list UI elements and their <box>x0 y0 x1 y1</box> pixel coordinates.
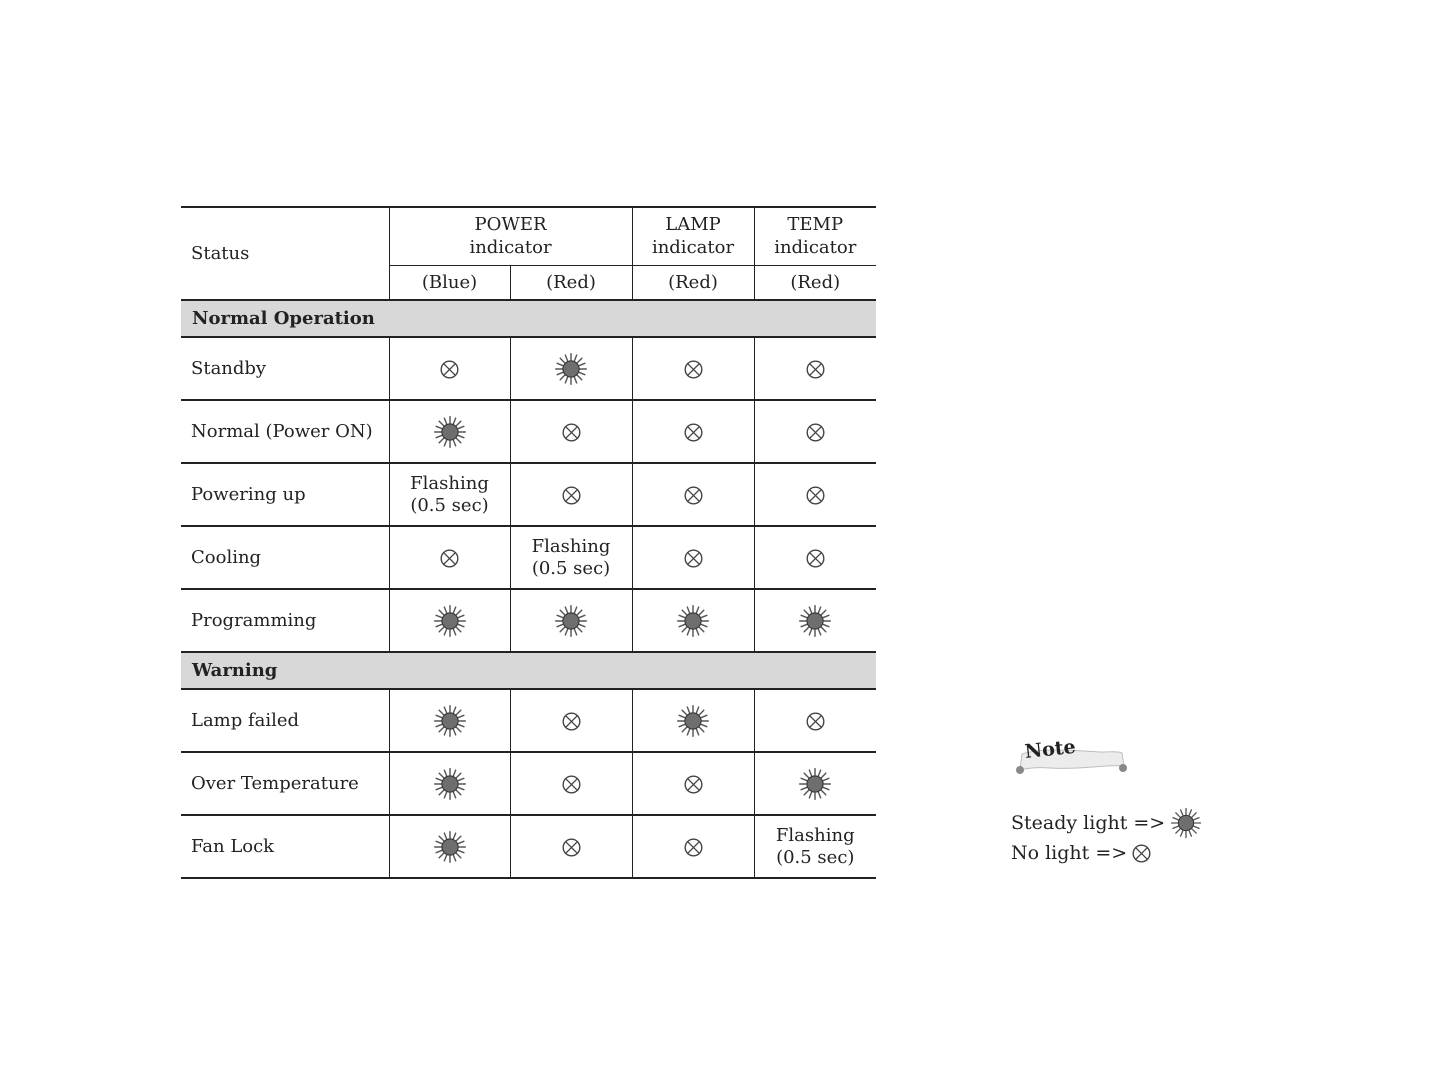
status-label: Programming <box>181 589 389 652</box>
power-red-subheader: (Red) <box>510 265 632 300</box>
light-off-icon <box>683 837 704 858</box>
table-row <box>181 337 876 400</box>
temp-red-state-cell <box>754 400 876 463</box>
temp-header-line2: indicator <box>774 237 857 259</box>
light-off-icon <box>439 359 460 380</box>
flashing-text <box>410 473 489 517</box>
light-on-icon <box>432 414 468 450</box>
lamp-red-state-cell <box>632 689 754 752</box>
light-off-icon <box>683 359 704 380</box>
temp-red-state-cell <box>754 815 876 878</box>
temp-red-state-cell <box>754 463 876 526</box>
power-red-state-cell <box>510 337 632 400</box>
light-off-icon <box>683 774 704 795</box>
table-row <box>181 815 876 878</box>
led-indicator-table <box>181 206 876 879</box>
lamp-red-state-cell <box>632 526 754 589</box>
legend-no-light-label: No light => <box>1011 842 1128 864</box>
power-header-line2: indicator <box>469 237 552 259</box>
light-off-icon <box>805 485 826 506</box>
power-indicator-header <box>389 207 632 265</box>
power-blue-state-cell <box>389 589 510 652</box>
flashing-text <box>776 825 855 869</box>
light-off-icon <box>561 774 582 795</box>
lamp-red-state-cell <box>632 337 754 400</box>
light-off-icon <box>561 485 582 506</box>
flashing-label: Flashing <box>410 472 489 494</box>
table-row <box>181 689 876 752</box>
light-off-icon <box>1131 843 1152 864</box>
section-title-normal-operation: Normal Operation <box>181 300 876 337</box>
power-red-state-cell <box>510 752 632 815</box>
legend-no-light-line <box>1011 840 1203 867</box>
light-on-icon <box>675 603 711 639</box>
flashing-interval: (0.5 sec) <box>531 557 611 579</box>
power-blue-state-cell <box>389 815 510 878</box>
light-off-icon <box>805 359 826 380</box>
power-red-state-cell <box>510 400 632 463</box>
power-blue-state-cell <box>389 463 510 526</box>
power-blue-state-cell <box>389 752 510 815</box>
power-blue-state-cell <box>389 689 510 752</box>
status-label: Fan Lock <box>181 815 389 878</box>
power-red-state-cell <box>510 815 632 878</box>
light-off-icon <box>561 837 582 858</box>
table-row <box>181 589 876 652</box>
power-blue-state-cell <box>389 526 510 589</box>
lamp-red-state-cell <box>632 589 754 652</box>
status-label: Standby <box>181 337 389 400</box>
light-on-icon <box>1169 806 1203 840</box>
legend-steady-label: Steady light => <box>1011 811 1166 834</box>
section-title-warning: Warning <box>181 652 876 689</box>
temp-red-state-cell <box>754 589 876 652</box>
light-on-icon <box>432 829 468 865</box>
power-blue-subheader: (Blue) <box>389 265 510 300</box>
status-label: Cooling <box>181 526 389 589</box>
temp-red-state-cell <box>754 337 876 400</box>
lamp-red-state-cell <box>632 463 754 526</box>
temp-red-state-cell <box>754 752 876 815</box>
light-off-icon <box>683 422 704 443</box>
flashing-interval: (0.5 sec) <box>410 494 489 516</box>
status-column-header: Status <box>181 207 389 300</box>
light-off-icon <box>805 548 826 569</box>
light-off-icon <box>805 422 826 443</box>
legend-steady-line <box>1011 806 1203 840</box>
section-row <box>181 652 876 689</box>
temp-red-state-cell <box>754 689 876 752</box>
temp-indicator-header <box>754 207 876 265</box>
note-legend <box>1011 806 1203 867</box>
note-title: Note <box>1023 735 1077 763</box>
light-on-icon <box>432 766 468 802</box>
section-row <box>181 300 876 337</box>
table-row <box>181 400 876 463</box>
light-on-icon <box>553 603 589 639</box>
lamp-header-line1: LAMP <box>665 214 721 236</box>
table-row <box>181 463 876 526</box>
power-red-state-cell <box>510 526 632 589</box>
power-red-state-cell <box>510 689 632 752</box>
light-off-icon <box>683 548 704 569</box>
lamp-indicator-header <box>632 207 754 265</box>
power-red-state-cell <box>510 589 632 652</box>
lamp-red-subheader: (Red) <box>632 265 754 300</box>
light-off-icon <box>683 485 704 506</box>
table-body <box>181 300 876 878</box>
light-off-icon <box>561 711 582 732</box>
table-row <box>181 526 876 589</box>
temp-red-subheader: (Red) <box>754 265 876 300</box>
light-on-icon <box>797 766 833 802</box>
table-row <box>181 752 876 815</box>
light-on-icon <box>797 603 833 639</box>
light-on-icon <box>432 703 468 739</box>
lamp-header-line2: indicator <box>651 237 735 259</box>
lamp-red-state-cell <box>632 400 754 463</box>
status-label: Over Temperature <box>181 752 389 815</box>
light-off-icon <box>805 711 826 732</box>
temp-header-line1: TEMP <box>787 214 844 236</box>
light-on-icon <box>432 603 468 639</box>
status-label: Normal (Power ON) <box>181 400 389 463</box>
power-blue-state-cell <box>389 400 510 463</box>
light-on-icon <box>675 703 711 739</box>
power-header-line1: POWER <box>474 214 547 236</box>
lamp-red-state-cell <box>632 815 754 878</box>
power-blue-state-cell <box>389 337 510 400</box>
flashing-interval: (0.5 sec) <box>776 846 855 868</box>
temp-red-state-cell <box>754 526 876 589</box>
power-red-state-cell <box>510 463 632 526</box>
light-on-icon <box>553 351 589 387</box>
flashing-text <box>532 536 611 580</box>
light-off-icon <box>439 548 460 569</box>
status-label: Powering up <box>181 463 389 526</box>
flashing-label: Flashing <box>775 824 855 846</box>
light-off-icon <box>561 422 582 443</box>
flashing-label: Flashing <box>531 535 611 557</box>
lamp-red-state-cell <box>632 752 754 815</box>
status-label: Lamp failed <box>181 689 389 752</box>
